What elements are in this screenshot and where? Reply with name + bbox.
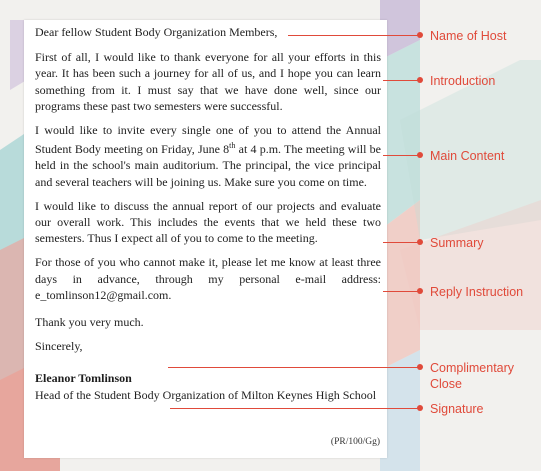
- connector-complimentary-close: [168, 367, 420, 368]
- connector-dot-reply-instruction: [417, 288, 423, 294]
- connector-dot-main-content: [417, 152, 423, 158]
- label-introduction: Introduction: [430, 74, 496, 88]
- letter-introduction: First of all, I would like to thank everyone for all your efforts in this year. It has been such a journey for all of us, and I hope you can learn something from it. I must say that we have done well, since our programs these past two semesters were successful.: [35, 50, 381, 113]
- letter-main-content: I would like to invite every single one of you to attend the Annual Student Body meeting on Friday, June 8th at 4 p.m. The meeting will be held in the school's main auditorium. The principal, the vice principal and several teachers will be joining us. Make sure you come on time.: [35, 123, 381, 189]
- label-complimentary-close-line1: Complimentary: [430, 361, 515, 375]
- connector-dot-complimentary-close: [417, 364, 423, 370]
- connector-dot-name-of-host: [417, 32, 423, 38]
- connector-signature: [170, 408, 420, 409]
- letter-thanks: Thank you very much.: [35, 315, 144, 330]
- connector-introduction: [383, 80, 420, 81]
- connector-main-content: [383, 155, 420, 156]
- label-name-of-host: Name of Host: [430, 29, 507, 43]
- letter-signature-title: Head of the Student Body Organization of Milton Keynes High School: [35, 387, 377, 402]
- connector-reply-instruction: [383, 291, 420, 292]
- label-complimentary-close: [430, 360, 514, 392]
- connector-dot-summary: [417, 239, 423, 245]
- label-signature: Signature: [430, 402, 484, 416]
- letter-reply-instruction: For those of you who cannot make it, please let me know at least three days in advance, through my personal e-mail address: e_tomlinson12@gmail.com.: [35, 255, 381, 302]
- letter-body: [35, 24, 381, 403]
- connector-dot-signature: [417, 405, 423, 411]
- letter-summary: I would like to discuss the annual report of our projects and evaluate our overall work. This includes the events that we held these two semesters. Thus I expect all of you to come to the meeting.: [35, 198, 381, 246]
- label-complimentary-close-line2: Close: [430, 377, 462, 391]
- connector-summary: [383, 242, 420, 243]
- letter-salutation: Dear fellow Student Body Organization Members,: [35, 25, 278, 39]
- connector-dot-introduction: [417, 77, 423, 83]
- letter-signature-name: Eleanor Tomlinson: [35, 371, 132, 386]
- letter-reference-code: (PR/100/Gg): [330, 437, 380, 447]
- label-reply-instruction: Reply Instruction: [430, 285, 524, 299]
- label-main-content: Main Content: [430, 149, 505, 163]
- label-summary: Summary: [430, 236, 484, 250]
- letter-complimentary-close: Sincerely,: [35, 339, 83, 354]
- connector-name-of-host: [288, 35, 420, 36]
